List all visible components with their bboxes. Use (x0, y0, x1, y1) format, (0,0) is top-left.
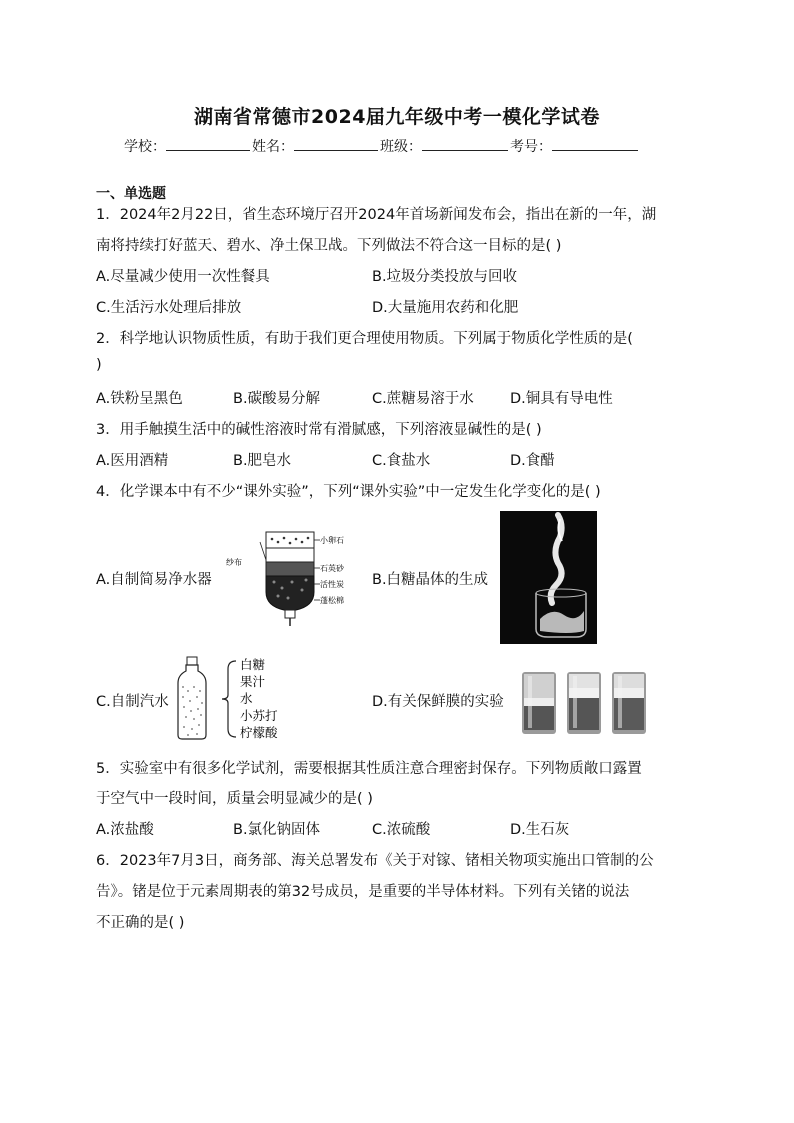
q1-option-d[interactable]: D.大量施用农药和化肥 (372, 300, 519, 316)
section-heading: 一、单选题 (96, 186, 166, 202)
q4-stem-line1: 4．化学课本中有不少“课外实验”，下列“课外实验”中一定发生化学变化的是( ) (96, 484, 601, 500)
q3-stem-line1: 3．用手触摸生活中的碱性溶液时常有滑腻感，下列溶液显碱性的是( ) (96, 422, 542, 438)
q5-stem-line1: 5．实验室中有很多化学试剂，需要根据其性质注意合理密封保存。下列物质敞口露置 (96, 761, 642, 777)
sand-label: 石英砂 (320, 564, 344, 573)
student-info-line (124, 136, 640, 156)
q5-option-b[interactable]: B.氯化钠固体 (233, 822, 321, 838)
ingredient-brace (222, 661, 236, 737)
q1-option-a[interactable]: A.尽量减少使用一次性餐具 (96, 269, 270, 285)
q2-option-c[interactable]: C.蔗糖易溶于水 (372, 391, 474, 407)
q2-stem-line2: ) (96, 357, 102, 373)
q1-option-c[interactable]: C.生活污水处理后排放 (96, 300, 242, 316)
soda-label-water: 水 (240, 691, 253, 706)
q5-option-a[interactable]: A.浓盐酸 (96, 822, 154, 838)
carbon-label: 活性炭 (320, 580, 344, 589)
q4-option-d[interactable]: D.有关保鲜膜的实验 (372, 694, 504, 710)
q3-option-b[interactable]: B.肥皂水 (233, 453, 292, 469)
soda-label-baking-soda: 小苏打 (240, 708, 278, 723)
plastic-wrap-photo (520, 670, 650, 736)
q2-option-d[interactable]: D.铜具有导电性 (510, 391, 613, 407)
bottle-cap (187, 657, 197, 665)
q6-stem-line3: 不正确的是( ) (96, 915, 185, 931)
q5-option-d[interactable]: D.生石灰 (510, 822, 570, 838)
q1-stem-line2: 南将持续打好蓝天、碧水、净土保卫战。下列做法不符合这一目标的是( ) (96, 238, 562, 254)
soda-label-sugar: 白糖 (240, 657, 266, 672)
school-blank[interactable] (166, 136, 250, 151)
q1-stem-line1: 1．2024年2月22日，省生态环境厅召开2024年首场新闻发布会，指出在新的一年，湖 (96, 207, 657, 223)
filter-pebble-layer (266, 532, 314, 548)
number-blank[interactable] (552, 136, 638, 151)
gauze-label: 纱布 (226, 558, 242, 567)
page-title: 湖南省常德市2024届九年级中考一模化学试卷 (194, 106, 600, 128)
glass-1 (522, 672, 556, 734)
q4-option-b[interactable]: B.白糖晶体的生成 (372, 572, 489, 588)
filter-sand-layer (266, 548, 314, 562)
q4-option-a[interactable]: A.自制简易净水器 (96, 572, 212, 588)
number-label: 考号： (510, 139, 552, 155)
water-filter-diagram (222, 522, 354, 630)
q5-stem-line2: 于空气中一段时间，质量会明显减少的是( ) (96, 791, 373, 807)
class-label: 班级： (380, 139, 422, 155)
gauze-pointer (260, 542, 266, 560)
sugar-crystal-photo (500, 511, 597, 644)
name-label: 姓名： (252, 139, 294, 155)
q2-option-b[interactable]: B.碳酸易分解 (233, 391, 321, 407)
q3-option-a[interactable]: A.医用酒精 (96, 453, 169, 469)
q6-stem-line2: 告》。锗是位于元素周期表的第32号成员，是重要的半导体材料。下列有关锗的说法 (96, 884, 630, 900)
glass-2 (567, 672, 601, 734)
school-label: 学校： (124, 139, 166, 155)
bottle-body (178, 665, 206, 739)
q1-option-b[interactable]: B.垃圾分类投放与回收 (372, 269, 518, 285)
q3-option-d[interactable]: D.食醋 (510, 453, 555, 469)
filter-spout (285, 610, 295, 618)
name-blank[interactable] (294, 136, 378, 151)
glass-3 (612, 672, 646, 734)
soda-bottle-diagram (172, 655, 288, 741)
soda-label-juice: 果汁 (240, 674, 266, 689)
pebble-label: 小卵石 (320, 536, 344, 545)
class-blank[interactable] (422, 136, 508, 151)
q4-option-c[interactable]: C.自制汽水 (96, 694, 169, 710)
soda-label-citric-acid: 柠檬酸 (240, 725, 278, 740)
q3-option-c[interactable]: C.食盐水 (372, 453, 431, 469)
cotton-label: 蓬松棉 (320, 596, 344, 605)
filter-carbon-layer (266, 562, 314, 576)
q2-option-a[interactable]: A.铁粉呈黑色 (96, 391, 183, 407)
q5-option-c[interactable]: C.浓硫酸 (372, 822, 431, 838)
q6-stem-line1: 6．2023年7月3日，商务部、海关总署发布《关于对镓、锗相关物项实施出口管制的公 (96, 853, 654, 869)
q2-stem-line1: 2．科学地认识物质性质，有助于我们更合理使用物质。下列属于物质化学性质的是( (96, 331, 633, 347)
